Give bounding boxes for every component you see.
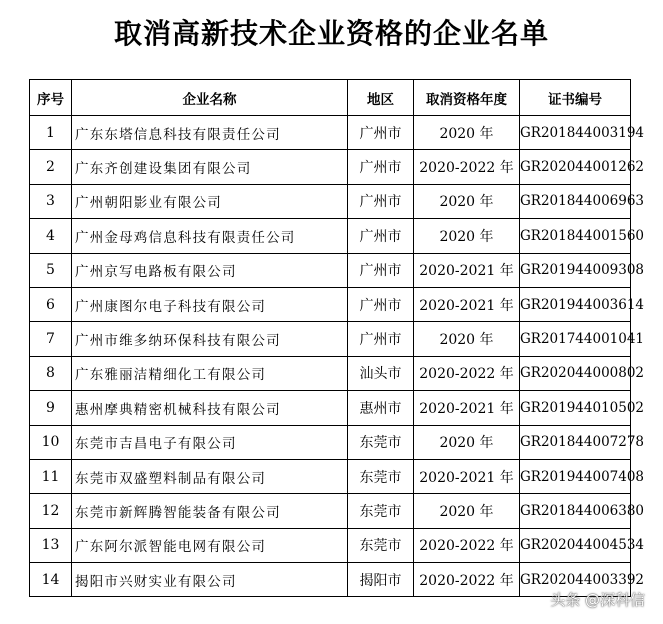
table-row — [30, 150, 631, 184]
cell-index: 11 — [30, 459, 72, 493]
cell-certificate: GR202044000802 — [520, 356, 631, 390]
table-row — [30, 425, 631, 459]
cell-certificate: GR202044003392 — [520, 563, 631, 597]
cell-company: 广州康图尔电子科技有限公司 — [72, 287, 348, 321]
cell-region: 广州市 — [348, 253, 414, 287]
table-row — [30, 219, 631, 253]
table-row — [30, 563, 631, 597]
cell-company: 广州朝阳影业有限公司 — [72, 184, 348, 218]
cell-index: 7 — [30, 322, 72, 356]
cell-certificate: GR202044001262 — [520, 150, 631, 184]
cell-year: 2020-2022 年 — [414, 356, 520, 390]
cell-year: 2020 年 — [414, 322, 520, 356]
column-header-company: 企业名称 — [72, 80, 348, 116]
column-header-certificate: 证书编号 — [520, 80, 631, 116]
cell-year: 2020-2021 年 — [414, 391, 520, 425]
table-body — [30, 116, 645, 597]
cell-company: 广东阿尔派智能电网有限公司 — [72, 528, 348, 562]
watermark: 头条 @深科信 — [550, 591, 645, 609]
table-row — [30, 391, 631, 425]
cell-index: 9 — [30, 391, 72, 425]
cell-year: 2020-2021 年 — [414, 287, 520, 321]
cell-index: 12 — [30, 494, 72, 528]
cell-company: 东莞市双盛塑料制品有限公司 — [72, 459, 348, 493]
cell-region: 揭阳市 — [348, 563, 414, 597]
cell-year: 2020 年 — [414, 425, 520, 459]
cell-company: 广东东塔信息科技有限责任公司 — [72, 116, 348, 150]
table-header-row — [30, 80, 631, 116]
cell-company: 广东齐创建设集团有限公司 — [72, 150, 348, 184]
cell-company: 广州金母鸡信息科技有限责任公司 — [72, 219, 348, 253]
cell-index: 14 — [30, 563, 72, 597]
page-title: 取消高新技术企业资格的企业名单 — [113, 17, 549, 50]
cell-company: 广东雅丽洁精细化工有限公司 — [72, 356, 348, 390]
cell-region: 广州市 — [348, 287, 414, 321]
table-row — [30, 494, 631, 528]
cell-year: 2020 年 — [414, 494, 520, 528]
cell-region: 东莞市 — [348, 494, 414, 528]
table-row — [30, 356, 631, 390]
table-row — [30, 116, 631, 150]
cell-certificate: GR201844003194 — [520, 116, 631, 150]
cell-company: 揭阳市兴财实业有限公司 — [72, 563, 348, 597]
cell-region: 广州市 — [348, 322, 414, 356]
table-row — [30, 322, 631, 356]
column-header-index: 序号 — [30, 80, 72, 116]
column-header-region: 地区 — [348, 80, 414, 116]
cell-region: 广州市 — [348, 116, 414, 150]
cell-certificate: GR201944009308 — [520, 253, 631, 287]
cell-index: 1 — [30, 116, 72, 150]
cell-region: 广州市 — [348, 219, 414, 253]
table-row — [30, 253, 631, 287]
cell-region: 惠州市 — [348, 391, 414, 425]
table-row — [30, 184, 631, 218]
cell-region: 广州市 — [348, 184, 414, 218]
cell-region: 广州市 — [348, 150, 414, 184]
cell-region: 汕头市 — [348, 356, 414, 390]
cell-company: 东莞市新辉腾智能装备有限公司 — [72, 494, 348, 528]
cell-certificate: GR201944010502 — [520, 391, 631, 425]
cell-index: 13 — [30, 528, 72, 562]
cell-certificate: GR201744001041 — [520, 322, 631, 356]
table-row — [30, 528, 631, 562]
cell-index: 8 — [30, 356, 72, 390]
cell-index: 2 — [30, 150, 72, 184]
cell-year: 2020-2022 年 — [414, 563, 520, 597]
cell-company: 广州市维多纳环保科技有限公司 — [72, 322, 348, 356]
cell-year: 2020-2021 年 — [414, 459, 520, 493]
cell-year: 2020 年 — [414, 116, 520, 150]
cell-year: 2020-2021 年 — [414, 253, 520, 287]
cell-certificate: GR201944003614 — [520, 287, 631, 321]
cell-company: 广州京写电路板有限公司 — [72, 253, 348, 287]
cell-year: 2020 年 — [414, 184, 520, 218]
cell-index: 4 — [30, 219, 72, 253]
cell-region: 东莞市 — [348, 459, 414, 493]
column-header-year: 取消资格年度 — [414, 80, 520, 116]
cell-index: 10 — [30, 425, 72, 459]
cell-year: 2020-2022 年 — [414, 528, 520, 562]
cell-certificate: GR201844006963 — [520, 184, 631, 218]
cell-company: 惠州摩典精密机械科技有限公司 — [72, 391, 348, 425]
cell-region: 东莞市 — [348, 528, 414, 562]
cell-certificate: GR201844006380 — [520, 494, 631, 528]
cell-index: 5 — [30, 253, 72, 287]
cell-region: 东莞市 — [348, 425, 414, 459]
cell-certificate: GR201944007408 — [520, 459, 631, 493]
cell-certificate: GR201844001560 — [520, 219, 631, 253]
cell-year: 2020-2022 年 — [414, 150, 520, 184]
cell-certificate: GR202044004534 — [520, 528, 631, 562]
table-row — [30, 287, 631, 321]
cell-index: 3 — [30, 184, 72, 218]
table-row — [30, 459, 631, 493]
cell-company: 东莞市吉昌电子有限公司 — [72, 425, 348, 459]
cell-certificate: GR201844007278 — [520, 425, 631, 459]
cell-index: 6 — [30, 287, 72, 321]
cell-year: 2020 年 — [414, 219, 520, 253]
company-table — [29, 79, 645, 597]
